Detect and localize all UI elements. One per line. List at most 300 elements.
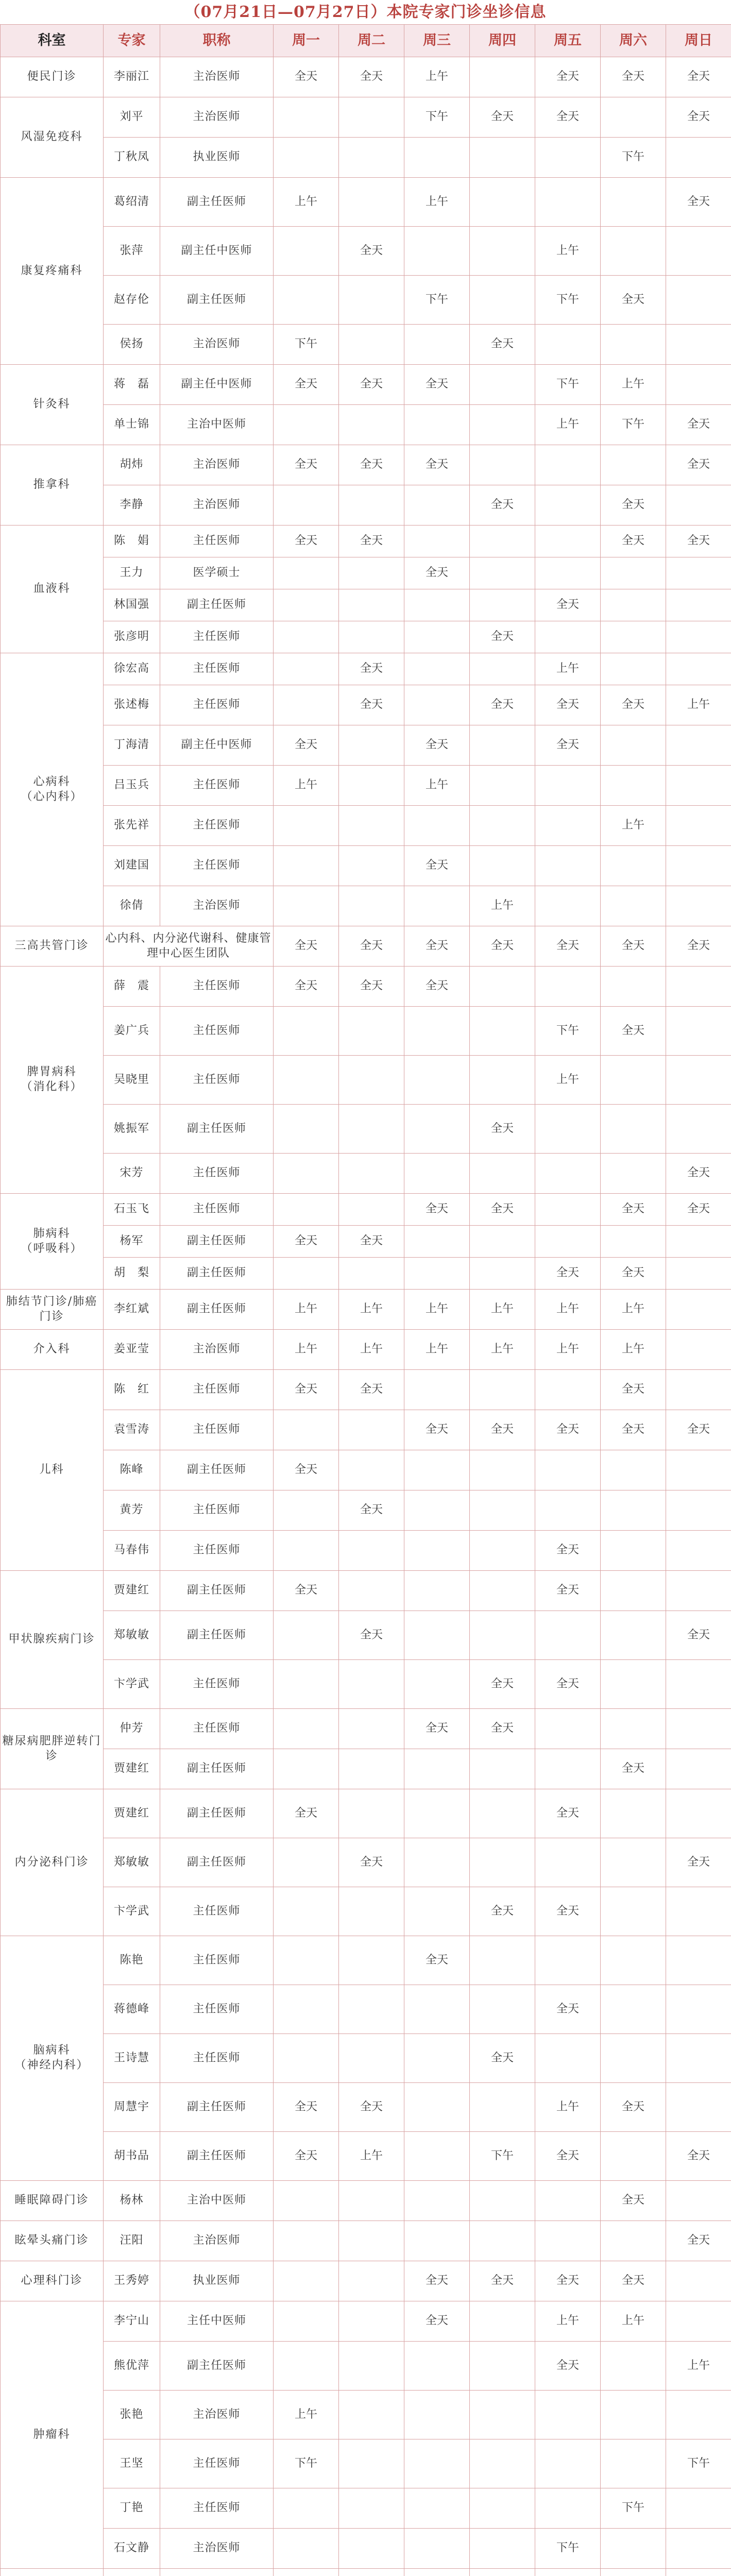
schedule-cell bbox=[666, 621, 731, 653]
table-row bbox=[1, 886, 731, 926]
schedule-cell bbox=[404, 2391, 470, 2439]
schedule-cell bbox=[339, 1660, 404, 1709]
schedule-cell bbox=[274, 405, 339, 445]
schedule-cell bbox=[535, 1838, 601, 1887]
doctor-name-cell: 吴晓里 bbox=[104, 1056, 160, 1105]
doctor-name-cell: 周慧宇 bbox=[104, 2083, 160, 2132]
doctor-title-cell: 主任医师 bbox=[160, 1154, 274, 1194]
schedule-cell bbox=[339, 2261, 404, 2301]
schedule-cell bbox=[666, 1007, 731, 1056]
schedule-cell bbox=[339, 2034, 404, 2083]
doctor-name-cell: 石文静 bbox=[104, 2529, 160, 2569]
doctor-title-cell: 主治医师 bbox=[160, 886, 274, 926]
schedule-cell bbox=[404, 2221, 470, 2261]
page-title: （07月21日—07月27日）本院专家门诊坐诊信息 bbox=[184, 3, 547, 21]
table-row bbox=[1, 2083, 731, 2132]
doctor-name-cell: 张彦明 bbox=[104, 621, 160, 653]
schedule-cell: 下午 bbox=[470, 2132, 535, 2181]
schedule-cell bbox=[666, 1571, 731, 1611]
schedule-cell bbox=[470, 2181, 535, 2221]
schedule-cell: 全天 bbox=[666, 1838, 731, 1887]
schedule-cell bbox=[404, 1660, 470, 1709]
doctor-name-cell: 陈 红 bbox=[104, 1370, 160, 1410]
schedule-cell: 全天 bbox=[535, 1410, 601, 1450]
table-row bbox=[1, 846, 731, 886]
schedule-cell: 全天 bbox=[601, 526, 666, 557]
table-row bbox=[1, 766, 731, 806]
schedule-cell bbox=[601, 325, 666, 365]
schedule-cell bbox=[274, 1838, 339, 1887]
table-row bbox=[1, 1660, 731, 1709]
schedule-cell bbox=[339, 2221, 404, 2261]
schedule-cell: 上午 bbox=[535, 2301, 601, 2342]
doctor-title-cell: 副主任医师 bbox=[160, 1226, 274, 1258]
schedule-cell: 上午 bbox=[470, 1290, 535, 1330]
schedule-cell bbox=[339, 1887, 404, 1936]
schedule-cell bbox=[274, 2034, 339, 2083]
schedule-cell bbox=[666, 1660, 731, 1709]
doctor-title-cell: 主任医师 bbox=[160, 1490, 274, 1531]
schedule-cell bbox=[274, 589, 339, 621]
doctor-name-cell: 陈峰 bbox=[104, 1450, 160, 1490]
schedule-cell: 上午 bbox=[404, 1290, 470, 1330]
doctor-name-cell: 蒋德峰 bbox=[104, 1985, 160, 2034]
schedule-cell bbox=[535, 806, 601, 846]
table-row bbox=[1, 97, 731, 138]
schedule-cell: 全天 bbox=[666, 2132, 731, 2181]
table-row bbox=[1, 485, 731, 526]
schedule-cell bbox=[470, 1571, 535, 1611]
schedule-cell: 下午 bbox=[535, 2529, 601, 2569]
schedule-cell bbox=[666, 967, 731, 1007]
schedule-cell bbox=[274, 1936, 339, 1985]
schedule-cell bbox=[601, 967, 666, 1007]
schedule-cell bbox=[666, 1226, 731, 1258]
schedule-cell bbox=[666, 1789, 731, 1838]
schedule-cell bbox=[601, 1056, 666, 1105]
doctor-title-cell: 主治医师 bbox=[160, 2391, 274, 2439]
schedule-cell bbox=[404, 1490, 470, 1531]
schedule-cell bbox=[274, 1194, 339, 1226]
table-row bbox=[1, 1226, 731, 1258]
schedule-cell bbox=[404, 1258, 470, 1290]
schedule-cell: 下午 bbox=[535, 276, 601, 325]
schedule-cell bbox=[404, 653, 470, 685]
schedule-cell bbox=[470, 967, 535, 1007]
schedule-cell bbox=[470, 138, 535, 178]
doctor-name-cell: 姚振军 bbox=[104, 1105, 160, 1154]
schedule-cell bbox=[666, 2261, 731, 2301]
schedule-cell bbox=[470, 1450, 535, 1490]
schedule-cell: 全天 bbox=[339, 365, 404, 405]
schedule-cell bbox=[339, 2569, 404, 2576]
doctor-name-cell: 王秀婷 bbox=[104, 2261, 160, 2301]
schedule-cell bbox=[666, 806, 731, 846]
doctor-name-cell: 黄芳 bbox=[104, 1490, 160, 1531]
doctor-title-cell: 主任医师 bbox=[160, 685, 274, 725]
schedule-cell: 全天 bbox=[274, 445, 339, 485]
doctor-title-cell: 主任医师 bbox=[160, 1194, 274, 1226]
schedule-cell bbox=[404, 589, 470, 621]
schedule-cell bbox=[339, 1936, 404, 1985]
schedule-cell bbox=[535, 2034, 601, 2083]
schedule-cell bbox=[404, 1154, 470, 1194]
schedule-cell bbox=[470, 276, 535, 325]
doctor-title-cell: 副主任医师 bbox=[160, 1290, 274, 1330]
doctor-title-cell: 主任医师 bbox=[160, 1410, 274, 1450]
doctor-title-cell: 主任医师 bbox=[160, 806, 274, 846]
schedule-cell bbox=[274, 2342, 339, 2391]
schedule-cell bbox=[601, 2529, 666, 2569]
schedule-cell: 全天 bbox=[470, 97, 535, 138]
table-row bbox=[1, 1370, 731, 1410]
schedule-cell: 全天 bbox=[470, 325, 535, 365]
doctor-name-cell: 刘建国 bbox=[104, 846, 160, 886]
doctor-title-cell: 主治医师 bbox=[160, 2529, 274, 2569]
table-row bbox=[1, 1056, 731, 1105]
schedule-cell: 全天 bbox=[666, 926, 731, 967]
schedule-cell bbox=[666, 276, 731, 325]
dept-cell: 便民门诊 bbox=[1, 57, 104, 97]
schedule-cell bbox=[470, 1789, 535, 1838]
doctor-name-cell: 陈艳 bbox=[104, 1936, 160, 1985]
schedule-cell: 全天 bbox=[339, 445, 404, 485]
schedule-cell: 全天 bbox=[666, 1154, 731, 1194]
dept-cell bbox=[1, 2569, 104, 2576]
doctor-name-cell: 王坚 bbox=[104, 2439, 160, 2488]
schedule-cell bbox=[470, 1749, 535, 1789]
doctor-name-cell: 胡书品 bbox=[104, 2132, 160, 2181]
table-row bbox=[1, 926, 731, 967]
schedule-cell bbox=[470, 2488, 535, 2529]
schedule-cell: 全天 bbox=[339, 967, 404, 1007]
schedule-cell bbox=[274, 1985, 339, 2034]
schedule-cell bbox=[666, 227, 731, 276]
schedule-cell: 下午 bbox=[535, 1007, 601, 1056]
table-row bbox=[1, 967, 731, 1007]
schedule-cell bbox=[601, 2439, 666, 2488]
schedule-cell: 全天 bbox=[535, 1571, 601, 1611]
schedule-cell bbox=[274, 276, 339, 325]
schedule-cell bbox=[274, 2261, 339, 2301]
header-cell: 周日 bbox=[666, 25, 731, 57]
header-cell: 科室 bbox=[1, 25, 104, 57]
header-cell: 周四 bbox=[470, 25, 535, 57]
schedule-cell bbox=[470, 2439, 535, 2488]
table-row bbox=[1, 2342, 731, 2391]
schedule-cell bbox=[666, 138, 731, 178]
schedule-cell bbox=[601, 653, 666, 685]
schedule-cell bbox=[535, 325, 601, 365]
schedule-cell bbox=[601, 1660, 666, 1709]
schedule-cell: 全天 bbox=[601, 926, 666, 967]
schedule-cell bbox=[470, 2342, 535, 2391]
schedule-cell bbox=[339, 1571, 404, 1611]
schedule-cell: 上午 bbox=[535, 1290, 601, 1330]
schedule-cell bbox=[470, 57, 535, 97]
schedule-cell bbox=[404, 2132, 470, 2181]
doctor-name-cell: 王诗慧 bbox=[104, 2034, 160, 2083]
doctor-title-cell: 主治医师 bbox=[160, 1330, 274, 1370]
doctor-title-cell: 副主任医师 bbox=[160, 1611, 274, 1660]
schedule-cell: 下午 bbox=[535, 365, 601, 405]
schedule-cell bbox=[339, 2391, 404, 2439]
schedule-cell: 全天 bbox=[404, 557, 470, 589]
doctor-name-cell: 卞学武 bbox=[104, 1660, 160, 1709]
schedule-cell bbox=[339, 1194, 404, 1226]
schedule-cell bbox=[470, 725, 535, 766]
schedule-cell bbox=[339, 589, 404, 621]
schedule-cell bbox=[601, 1709, 666, 1749]
schedule-cell: 全天 bbox=[339, 227, 404, 276]
schedule-cell: 上午 bbox=[601, 365, 666, 405]
schedule-cell bbox=[470, 806, 535, 846]
doctor-name-cell: 赵存伦 bbox=[104, 276, 160, 325]
schedule-cell: 上午 bbox=[274, 766, 339, 806]
schedule-cell: 上午 bbox=[535, 405, 601, 445]
schedule-cell bbox=[404, 325, 470, 365]
doctor-name-cell: 丁艳 bbox=[104, 2488, 160, 2529]
schedule-cell: 全天 bbox=[535, 1887, 601, 1936]
dept-cell: 血液科 bbox=[1, 526, 104, 653]
schedule-cell bbox=[339, 1531, 404, 1571]
schedule-cell bbox=[339, 1450, 404, 1490]
schedule-cell bbox=[535, 138, 601, 178]
schedule-cell: 全天 bbox=[339, 57, 404, 97]
schedule-cell bbox=[274, 1154, 339, 1194]
schedule-cell bbox=[535, 2488, 601, 2529]
schedule-cell bbox=[404, 1370, 470, 1410]
table-row bbox=[1, 1838, 731, 1887]
schedule-cell bbox=[601, 621, 666, 653]
schedule-cell bbox=[470, 557, 535, 589]
schedule-cell bbox=[274, 1056, 339, 1105]
schedule-cell bbox=[339, 1789, 404, 1838]
schedule-cell: 全天 bbox=[535, 926, 601, 967]
schedule-cell bbox=[470, 1531, 535, 1571]
doctor-title-cell: 主任医师 bbox=[160, 1709, 274, 1749]
table-row bbox=[1, 2221, 731, 2261]
schedule-cell bbox=[339, 1410, 404, 1450]
doctor-title-cell: 主任医师 bbox=[160, 1007, 274, 1056]
table-row bbox=[1, 1450, 731, 1490]
schedule-cell bbox=[470, 1370, 535, 1410]
schedule-cell bbox=[470, 227, 535, 276]
doctor-title-cell: 主任医师 bbox=[160, 1056, 274, 1105]
schedule-cell: 上午 bbox=[404, 1330, 470, 1370]
schedule-cell: 全天 bbox=[274, 1226, 339, 1258]
schedule-cell bbox=[535, 485, 601, 526]
schedule-cell: 全天 bbox=[535, 1258, 601, 1290]
table-row bbox=[1, 1531, 731, 1571]
schedule-cell bbox=[274, 1531, 339, 1571]
schedule-cell bbox=[535, 1490, 601, 1531]
schedule-cell: 全天 bbox=[601, 57, 666, 97]
dept-cell: 糖尿病肥胖逆转门诊 bbox=[1, 1709, 104, 1789]
schedule-cell: 上午 bbox=[404, 57, 470, 97]
schedule-cell bbox=[274, 1258, 339, 1290]
table-row bbox=[1, 685, 731, 725]
schedule-cell bbox=[339, 1258, 404, 1290]
schedule-cell: 下午 bbox=[404, 276, 470, 325]
schedule-table bbox=[0, 24, 731, 2576]
schedule-cell: 上午 bbox=[274, 178, 339, 227]
doctor-name-cell: 马春伟 bbox=[104, 1531, 160, 1571]
doctor-title-cell: 主任医师 bbox=[160, 846, 274, 886]
table-row bbox=[1, 1936, 731, 1985]
schedule-cell: 全天 bbox=[470, 1410, 535, 1450]
schedule-cell: 全天 bbox=[470, 2261, 535, 2301]
schedule-cell bbox=[601, 1936, 666, 1985]
schedule-cell: 全天 bbox=[470, 621, 535, 653]
doctor-name-cell: 刘平 bbox=[104, 97, 160, 138]
schedule-cell: 全天 bbox=[601, 1370, 666, 1410]
doctor-name-cell: 张述梅 bbox=[104, 685, 160, 725]
doctor-title-cell: 主任医师 bbox=[160, 2488, 274, 2529]
doctor-title-cell: 主任医师 bbox=[160, 967, 274, 1007]
schedule-cell: 全天 bbox=[601, 2181, 666, 2221]
schedule-cell: 全天 bbox=[339, 653, 404, 685]
schedule-cell bbox=[339, 1056, 404, 1105]
doctor-title-cell: 主治医师 bbox=[160, 325, 274, 365]
table-row bbox=[1, 2439, 731, 2488]
schedule-cell: 全天 bbox=[535, 2132, 601, 2181]
schedule-cell: 上午 bbox=[535, 1056, 601, 1105]
schedule-cell bbox=[274, 886, 339, 926]
schedule-cell bbox=[601, 2132, 666, 2181]
table-row bbox=[1, 1490, 731, 1531]
schedule-cell: 全天 bbox=[339, 1226, 404, 1258]
schedule-cell bbox=[666, 1105, 731, 1154]
schedule-cell bbox=[666, 886, 731, 926]
schedule-cell: 全天 bbox=[535, 1531, 601, 1571]
schedule-cell: 全天 bbox=[339, 1490, 404, 1531]
schedule-cell bbox=[666, 2301, 731, 2342]
schedule-cell bbox=[404, 1450, 470, 1490]
header-cell: 周五 bbox=[535, 25, 601, 57]
schedule-cell bbox=[404, 2181, 470, 2221]
schedule-cell bbox=[470, 2301, 535, 2342]
schedule-cell bbox=[535, 1611, 601, 1660]
schedule-cell bbox=[601, 725, 666, 766]
schedule-cell bbox=[470, 2391, 535, 2439]
schedule-cell bbox=[404, 685, 470, 725]
schedule-cell bbox=[601, 589, 666, 621]
schedule-cell: 上午 bbox=[339, 1290, 404, 1330]
schedule-cell bbox=[601, 846, 666, 886]
schedule-cell bbox=[601, 557, 666, 589]
doctor-name-cell: 徐倩 bbox=[104, 886, 160, 926]
schedule-cell bbox=[535, 557, 601, 589]
table-row bbox=[1, 725, 731, 766]
schedule-cell: 全天 bbox=[601, 485, 666, 526]
schedule-cell: 全天 bbox=[404, 1410, 470, 1450]
table-row bbox=[1, 1330, 731, 1370]
doctor-name-cell: 李丽江 bbox=[104, 57, 160, 97]
doctor-title-cell: 主任医师 bbox=[160, 621, 274, 653]
schedule-cell: 全天 bbox=[535, 589, 601, 621]
doctor-title-cell: 副主任医师 bbox=[160, 1789, 274, 1838]
schedule-cell: 全天 bbox=[274, 2083, 339, 2132]
schedule-cell: 全天 bbox=[666, 405, 731, 445]
doctor-name-cell: 张艳 bbox=[104, 2391, 160, 2439]
table-row bbox=[1, 1194, 731, 1226]
doctor-title-cell: 主任医师 bbox=[160, 1531, 274, 1571]
schedule-cell bbox=[274, 1611, 339, 1660]
table-row bbox=[1, 1709, 731, 1749]
doctor-name-cell: 徐宏高 bbox=[104, 653, 160, 685]
doctor-title-cell: 副主任医师 bbox=[160, 1105, 274, 1154]
schedule-cell: 上午 bbox=[601, 806, 666, 846]
schedule-cell bbox=[274, 2529, 339, 2569]
schedule-cell: 全天 bbox=[601, 1749, 666, 1789]
schedule-cell: 全天 bbox=[404, 967, 470, 1007]
schedule-cell bbox=[601, 1838, 666, 1887]
doctor-title-cell: 主治医师 bbox=[160, 57, 274, 97]
schedule-cell: 全天 bbox=[470, 2034, 535, 2083]
doctor-name-cell: 汪阳 bbox=[104, 2221, 160, 2261]
table-row bbox=[1, 621, 731, 653]
schedule-cell: 上午 bbox=[535, 227, 601, 276]
schedule-cell bbox=[601, 2391, 666, 2439]
schedule-cell: 全天 bbox=[666, 57, 731, 97]
doctor-name-cell: 薛 震 bbox=[104, 967, 160, 1007]
table-row bbox=[1, 2488, 731, 2529]
schedule-cell bbox=[274, 557, 339, 589]
schedule-cell bbox=[470, 178, 535, 227]
schedule-cell bbox=[666, 846, 731, 886]
schedule-cell: 全天 bbox=[470, 1660, 535, 1709]
schedule-cell bbox=[404, 1887, 470, 1936]
schedule-cell bbox=[666, 2034, 731, 2083]
schedule-cell bbox=[535, 846, 601, 886]
schedule-cell bbox=[404, 2342, 470, 2391]
schedule-cell bbox=[470, 445, 535, 485]
schedule-cell bbox=[470, 2083, 535, 2132]
schedule-cell bbox=[339, 405, 404, 445]
doctor-title-cell: 主治中医师 bbox=[160, 405, 274, 445]
schedule-cell: 上午 bbox=[666, 685, 731, 725]
header-cell: 周二 bbox=[339, 25, 404, 57]
schedule-cell: 上午 bbox=[601, 1290, 666, 1330]
schedule-cell bbox=[274, 2221, 339, 2261]
schedule-cell: 全天 bbox=[274, 967, 339, 1007]
schedule-cell bbox=[404, 1056, 470, 1105]
schedule-cell bbox=[339, 806, 404, 846]
table-row bbox=[1, 1105, 731, 1154]
doctor-title-cell: 主治医师 bbox=[160, 97, 274, 138]
doctor-title-cell: 执业医师 bbox=[160, 2261, 274, 2301]
doctor-name-cell: 郑敏敏 bbox=[104, 1611, 160, 1660]
schedule-cell: 全天 bbox=[666, 2221, 731, 2261]
schedule-cell: 全天 bbox=[404, 1709, 470, 1749]
schedule-cell bbox=[404, 1789, 470, 1838]
team-note-cell: 心内科、内分泌代谢科、健康管理中心医生团队 bbox=[104, 926, 274, 967]
schedule-cell: 全天 bbox=[535, 97, 601, 138]
schedule-cell: 下午 bbox=[601, 405, 666, 445]
table-row bbox=[1, 653, 731, 685]
dept-cell: 心理科门诊 bbox=[1, 2261, 104, 2301]
schedule-cell bbox=[470, 1611, 535, 1660]
schedule-cell bbox=[339, 557, 404, 589]
doctor-title-cell: 副主任中医师 bbox=[160, 227, 274, 276]
schedule-cell bbox=[404, 1985, 470, 2034]
schedule-cell bbox=[601, 1611, 666, 1660]
schedule-cell: 全天 bbox=[274, 1789, 339, 1838]
doctor-name-cell: 胡炜 bbox=[104, 445, 160, 485]
schedule-cell bbox=[274, 1007, 339, 1056]
schedule-cell bbox=[470, 766, 535, 806]
